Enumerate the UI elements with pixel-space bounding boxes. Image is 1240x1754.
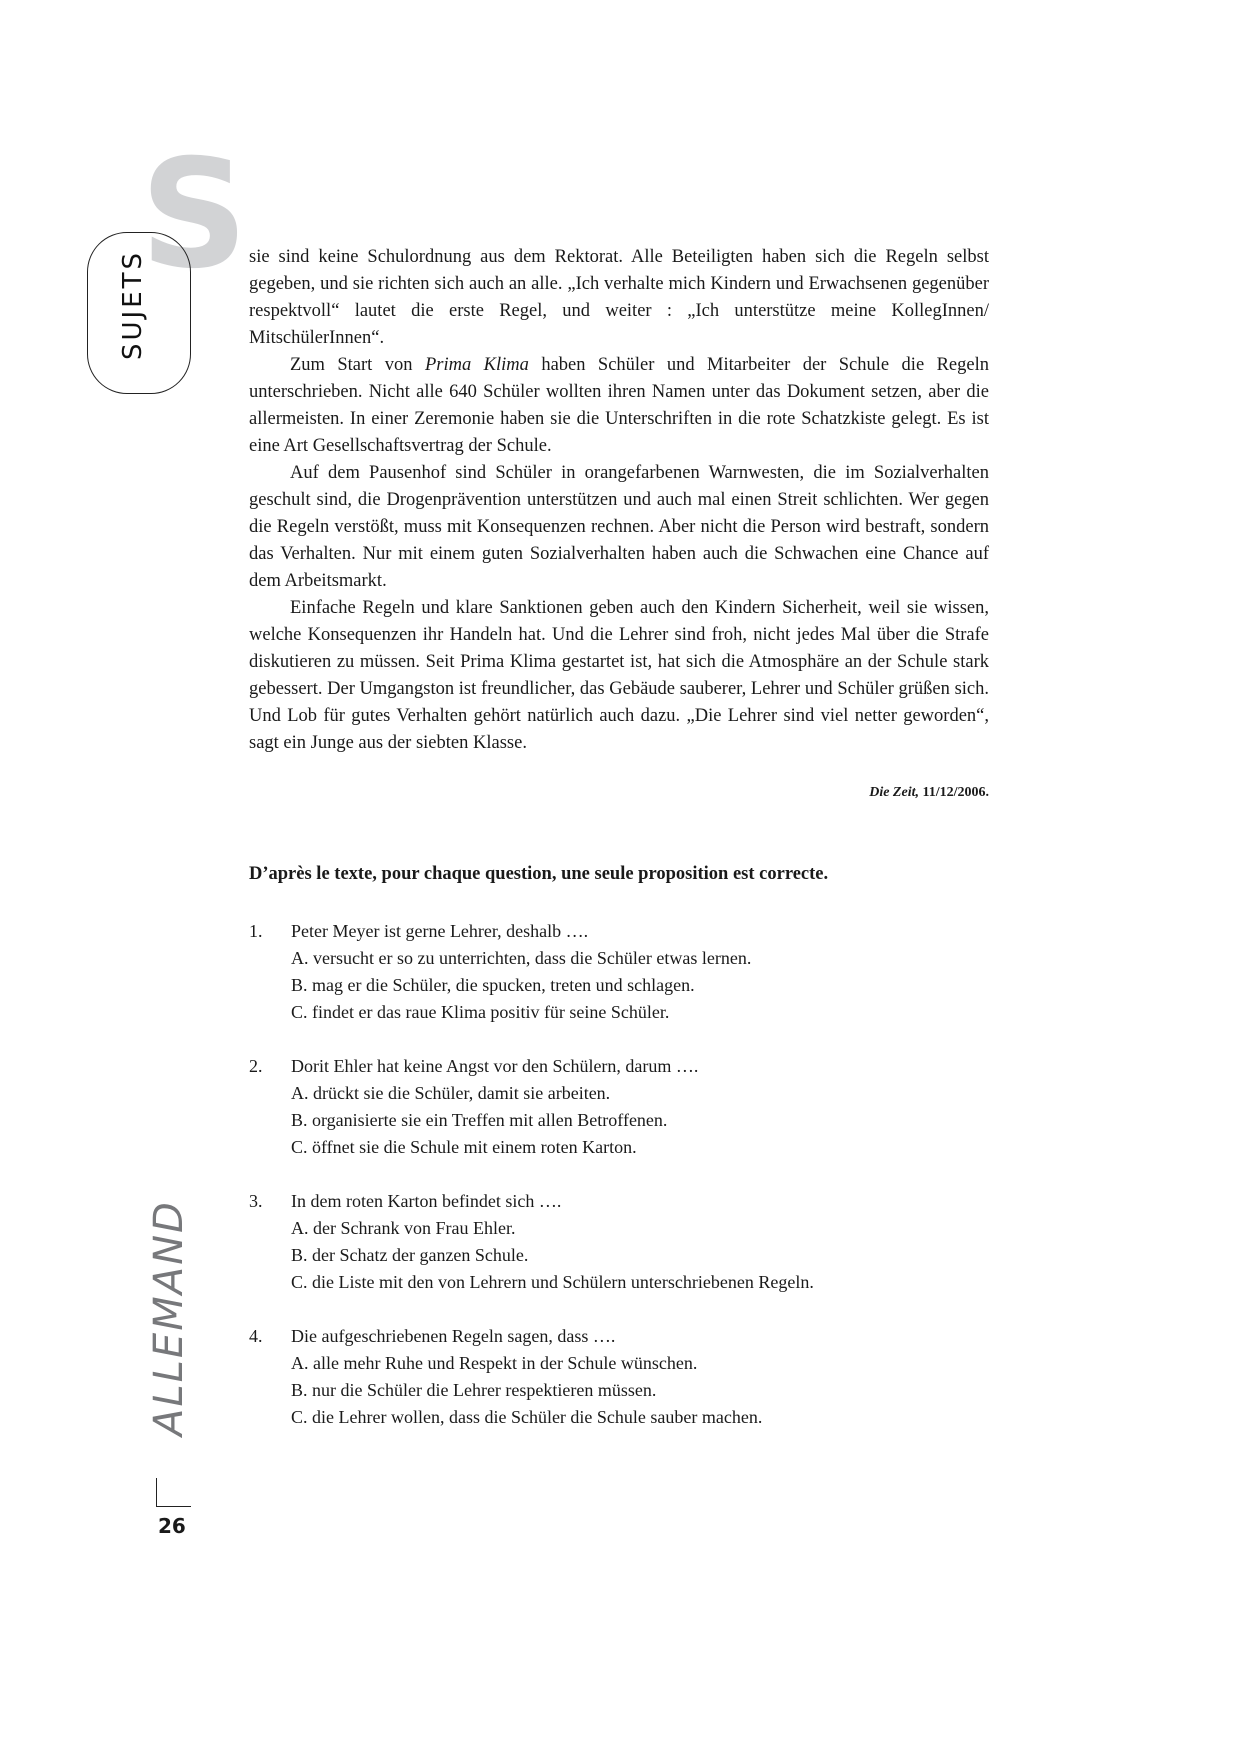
answer-option: B. mag er die Schüler, die spucken, treten und schlagen. <box>291 975 695 995</box>
instructions: D’après le texte, pour chaque question, une seule proposition est correcte. <box>249 864 829 884</box>
section-label: SUJETS <box>118 249 148 360</box>
question-number: 2. <box>249 1056 263 1076</box>
question <box>249 1188 814 1296</box>
answer-option: C. findet er das raue Klima positiv für seine Schüler. <box>291 1002 670 1022</box>
text: haben Schüler und Mitarbeiter der Schule die Regeln unterschrieben. Nicht alle 640 Schüler wollten ihren Namen unter das Dokument setzen, aber die allermeisten. In einer Zeremonie haben sie die Unterschriften in die rote Schatzkiste gelegt. Es ist eine Art Gesellschaftsvertrag der Schule. <box>249 355 989 456</box>
answer-option: A. der Schrank von Frau Ehler. <box>291 1218 516 1238</box>
source-date: 11/12/2006. <box>918 785 989 800</box>
section-letter-decoration: S <box>140 128 249 302</box>
question <box>249 1323 814 1431</box>
answer-option: C. die Lehrer wollen, dass die Schüler die Schule sauber machen. <box>291 1407 763 1427</box>
paragraph: Einfache Regeln und klare Sanktionen geben auch den Kindern Sicherheit, weil sie wissen, welche Konsequenzen ihr Handeln hat. Und die Lehrer sind froh, nicht jedes Mal über die Strafe diskutieren zu müssen. Seit Prima Klima gestartet ist, hat sich die Atmosphäre an der Schule stark gebessert. Der Umgangston ist freundlicher, das Gebäude sauberer, Lehrer und Schüler grüßen sich. Und Lob für gutes Verhalten gehört natürlich auch dazu. „Die Lehrer sind viel netter geworden“, sagt ein Junge aus der siebten Klasse. <box>249 598 989 753</box>
question-number: 3. <box>249 1191 263 1211</box>
answer-option: C. die Liste mit den von Lehrern und Schülern unterschriebenen Regeln. <box>291 1272 814 1292</box>
paragraph: sie sind keine Schulordnung aus dem Rektorat. Alle Beteiligten haben sich die Regeln selbst gegeben, und sie richten sich auch an alle. „Ich verhalte mich Kindern und Erwachsenen gegenüber respektvoll“ lautet die erste Regel, und weiter : „Ich unterstütze meine KollegInnen/ MitschülerInnen“. <box>249 247 989 348</box>
question-header <box>249 1323 814 1350</box>
question-text: In dem roten Karton befindet sich …. <box>291 1191 562 1211</box>
question-number: 4. <box>249 1326 263 1346</box>
answer-option: B. der Schatz der ganzen Schule. <box>291 1245 529 1265</box>
question <box>249 1053 814 1161</box>
question-header <box>249 1188 814 1215</box>
answer-option: A. drückt sie die Schüler, damit sie arbeiten. <box>291 1083 611 1103</box>
source-citation <box>869 785 989 801</box>
question <box>249 918 814 1026</box>
answer-option: B. nur die Schüler die Lehrer respektieren müssen. <box>291 1380 657 1400</box>
answer-option: C. öffnet sie die Schule mit einem roten Karton. <box>291 1137 637 1157</box>
question-text: Dorit Ehler hat keine Angst vor den Schülern, darum …. <box>291 1056 699 1076</box>
question-header <box>249 1053 814 1080</box>
italic-title: Prima Klima <box>424 355 529 375</box>
article-text <box>249 244 989 757</box>
question-list <box>249 918 814 1458</box>
page-number: 26 <box>158 1514 186 1538</box>
paragraph <box>249 352 989 460</box>
subject-label: ALLEMAND <box>146 1200 192 1436</box>
paragraph: Auf dem Pausenhof sind Schüler in orangefarbenen Warnwesten, die im Sozialverhalten geschult sind, die Drogenprävention unterstützen und auch mal einen Streit schlichten. Wer gegen die Regeln verstößt, muss mit Konsequenzen rechnen. Aber nicht die Person wird bestraft, sondern das Verhalten. Nur mit einem guten Sozialverhalten haben auch die Schwachen eine Chance auf dem Arbeitsmarkt. <box>249 463 989 591</box>
question-text: Peter Meyer ist gerne Lehrer, deshalb …. <box>291 921 589 941</box>
question-header <box>249 918 814 945</box>
answer-option: A. versucht er so zu unterrichten, dass die Schüler etwas lernen. <box>291 948 752 968</box>
question-number: 1. <box>249 921 263 941</box>
question-text: Die aufgeschriebenen Regeln sagen, dass …. <box>291 1326 616 1346</box>
answer-option: A. alle mehr Ruhe und Respekt in der Schule wünschen. <box>291 1353 698 1373</box>
page-corner-mark <box>156 1478 191 1507</box>
text: Zum Start von <box>290 355 425 375</box>
source-title: Die Zeit, <box>869 785 919 800</box>
answer-option: B. organisierte sie ein Treffen mit allen Betroffenen. <box>291 1110 668 1130</box>
